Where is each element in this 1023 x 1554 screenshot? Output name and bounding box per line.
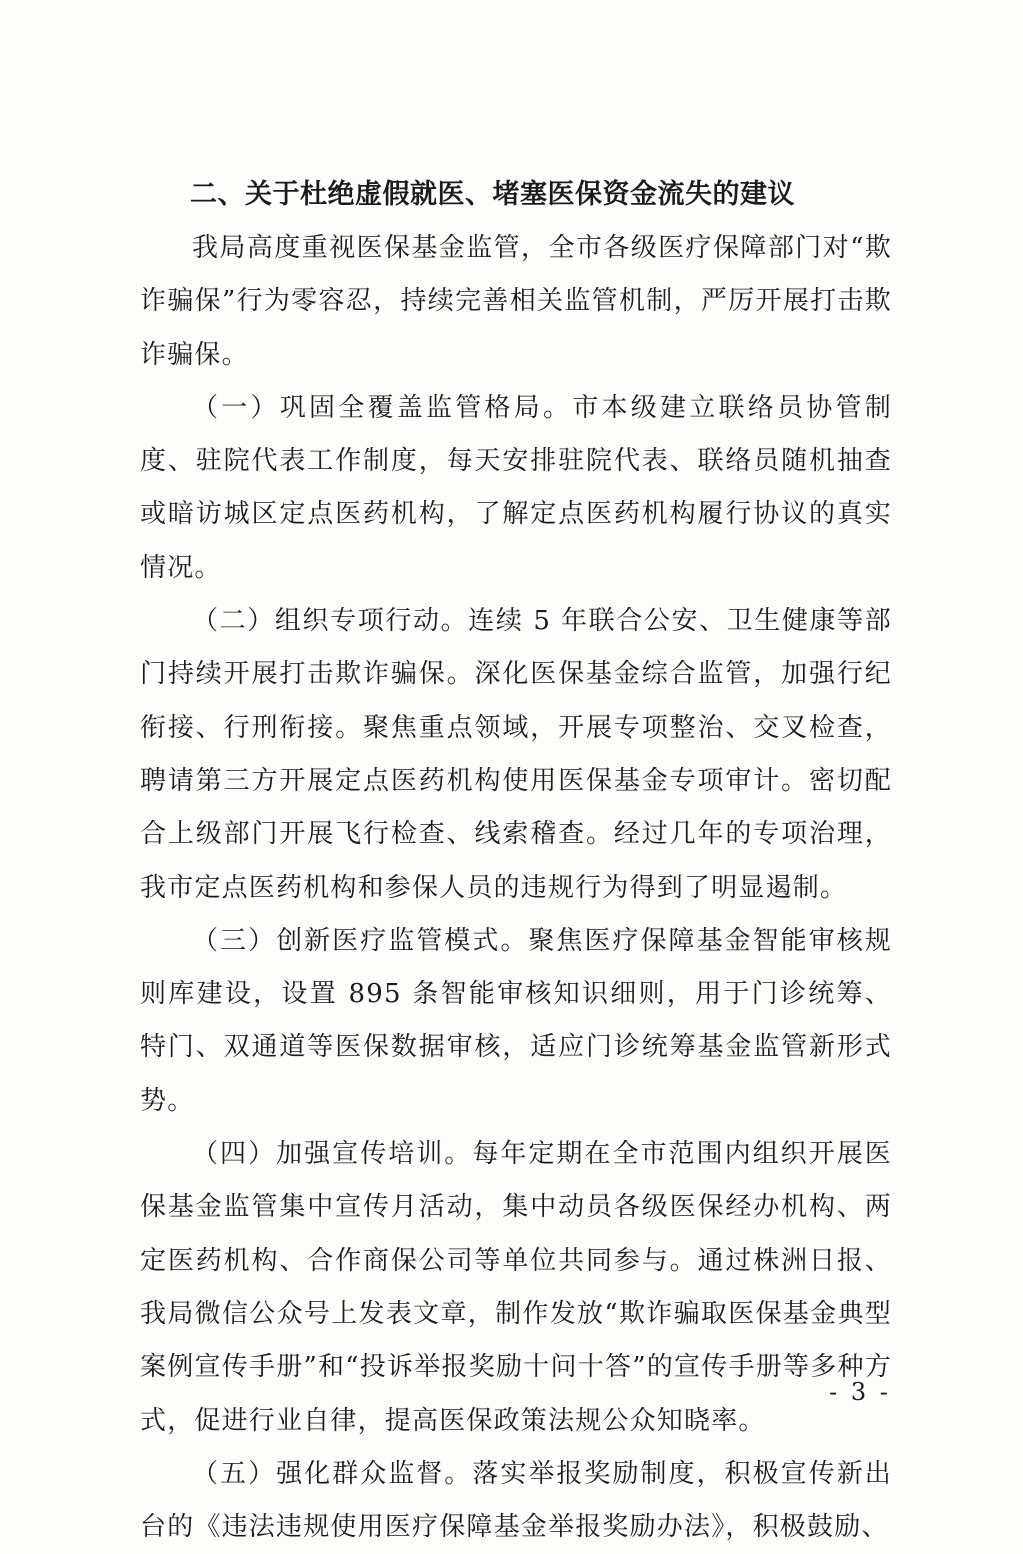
section-heading: 二、关于杜绝虚假就医、堵塞医保资金流失的建议 — [190, 179, 795, 210]
body-text — [140, 222, 892, 1554]
paragraph-section-4: （四）加强宣传培训。每年定期在全市范围内组织开展医保基金监管集中宣传月活动，集中动员各级医保经办机构、两定医药机构、合作商保公司等单位共同参与。通过株洲日报、我局微信公众号上发表文章，制作发放“欺诈骗取医保基金典型案例宣传手册”和“投诉举报奖励十问十答”的宣传手册等多种方式，促进行业自律，提高医保政策法规公众知晓率。 — [140, 1139, 892, 1436]
page-number: - 3 - — [829, 1378, 891, 1406]
paragraph-section-3: （三）创新医疗监管模式。聚焦医疗保障基金智能审核规则库建设，设置 895 条智能审核知识细则，用于门诊统筹、特门、双通道等医保数据审核，适应门诊统筹基金监管新形式势。 — [140, 925, 892, 1116]
paragraph-section-5: （五）强化群众监督。落实举报奖励制度，积极宣传新出台的《违法违规使用医疗保障基金举报奖励办法》，积极鼓励、 — [140, 1458, 892, 1543]
paragraph-section-2: （二）组织专项行动。连续 5 年联合公安、卫生健康等部门持续开展打击欺诈骗保。深化医保基金综合监管，加强行纪衔接、行刑衔接。聚焦重点领域，开展专项整治、交叉检查，聘请第三方开展定点医药机构使用医保基金专项审计。密切配合上级部门开展飞行检查、线索稽查。经过几年的专项治理，我市定点医药机构和参保人员的违规行为得到了明显遏制。 — [140, 606, 892, 903]
paragraph-intro: 我局高度重视医保基金监管，全市各级医疗保障部门对“欺诈骗保”行为零容忍，持续完善相关监管机制，严厉开展打击欺诈骗保。 — [140, 233, 892, 370]
paragraph-section-1: （一）巩固全覆盖监管格局。市本级建立联络员协管制度、驻院代表工作制度，每天安排驻院代表、联络员随机抽查或暗访城区定点医药机构，了解定点医药机构履行协议的真实情况。 — [140, 392, 892, 583]
